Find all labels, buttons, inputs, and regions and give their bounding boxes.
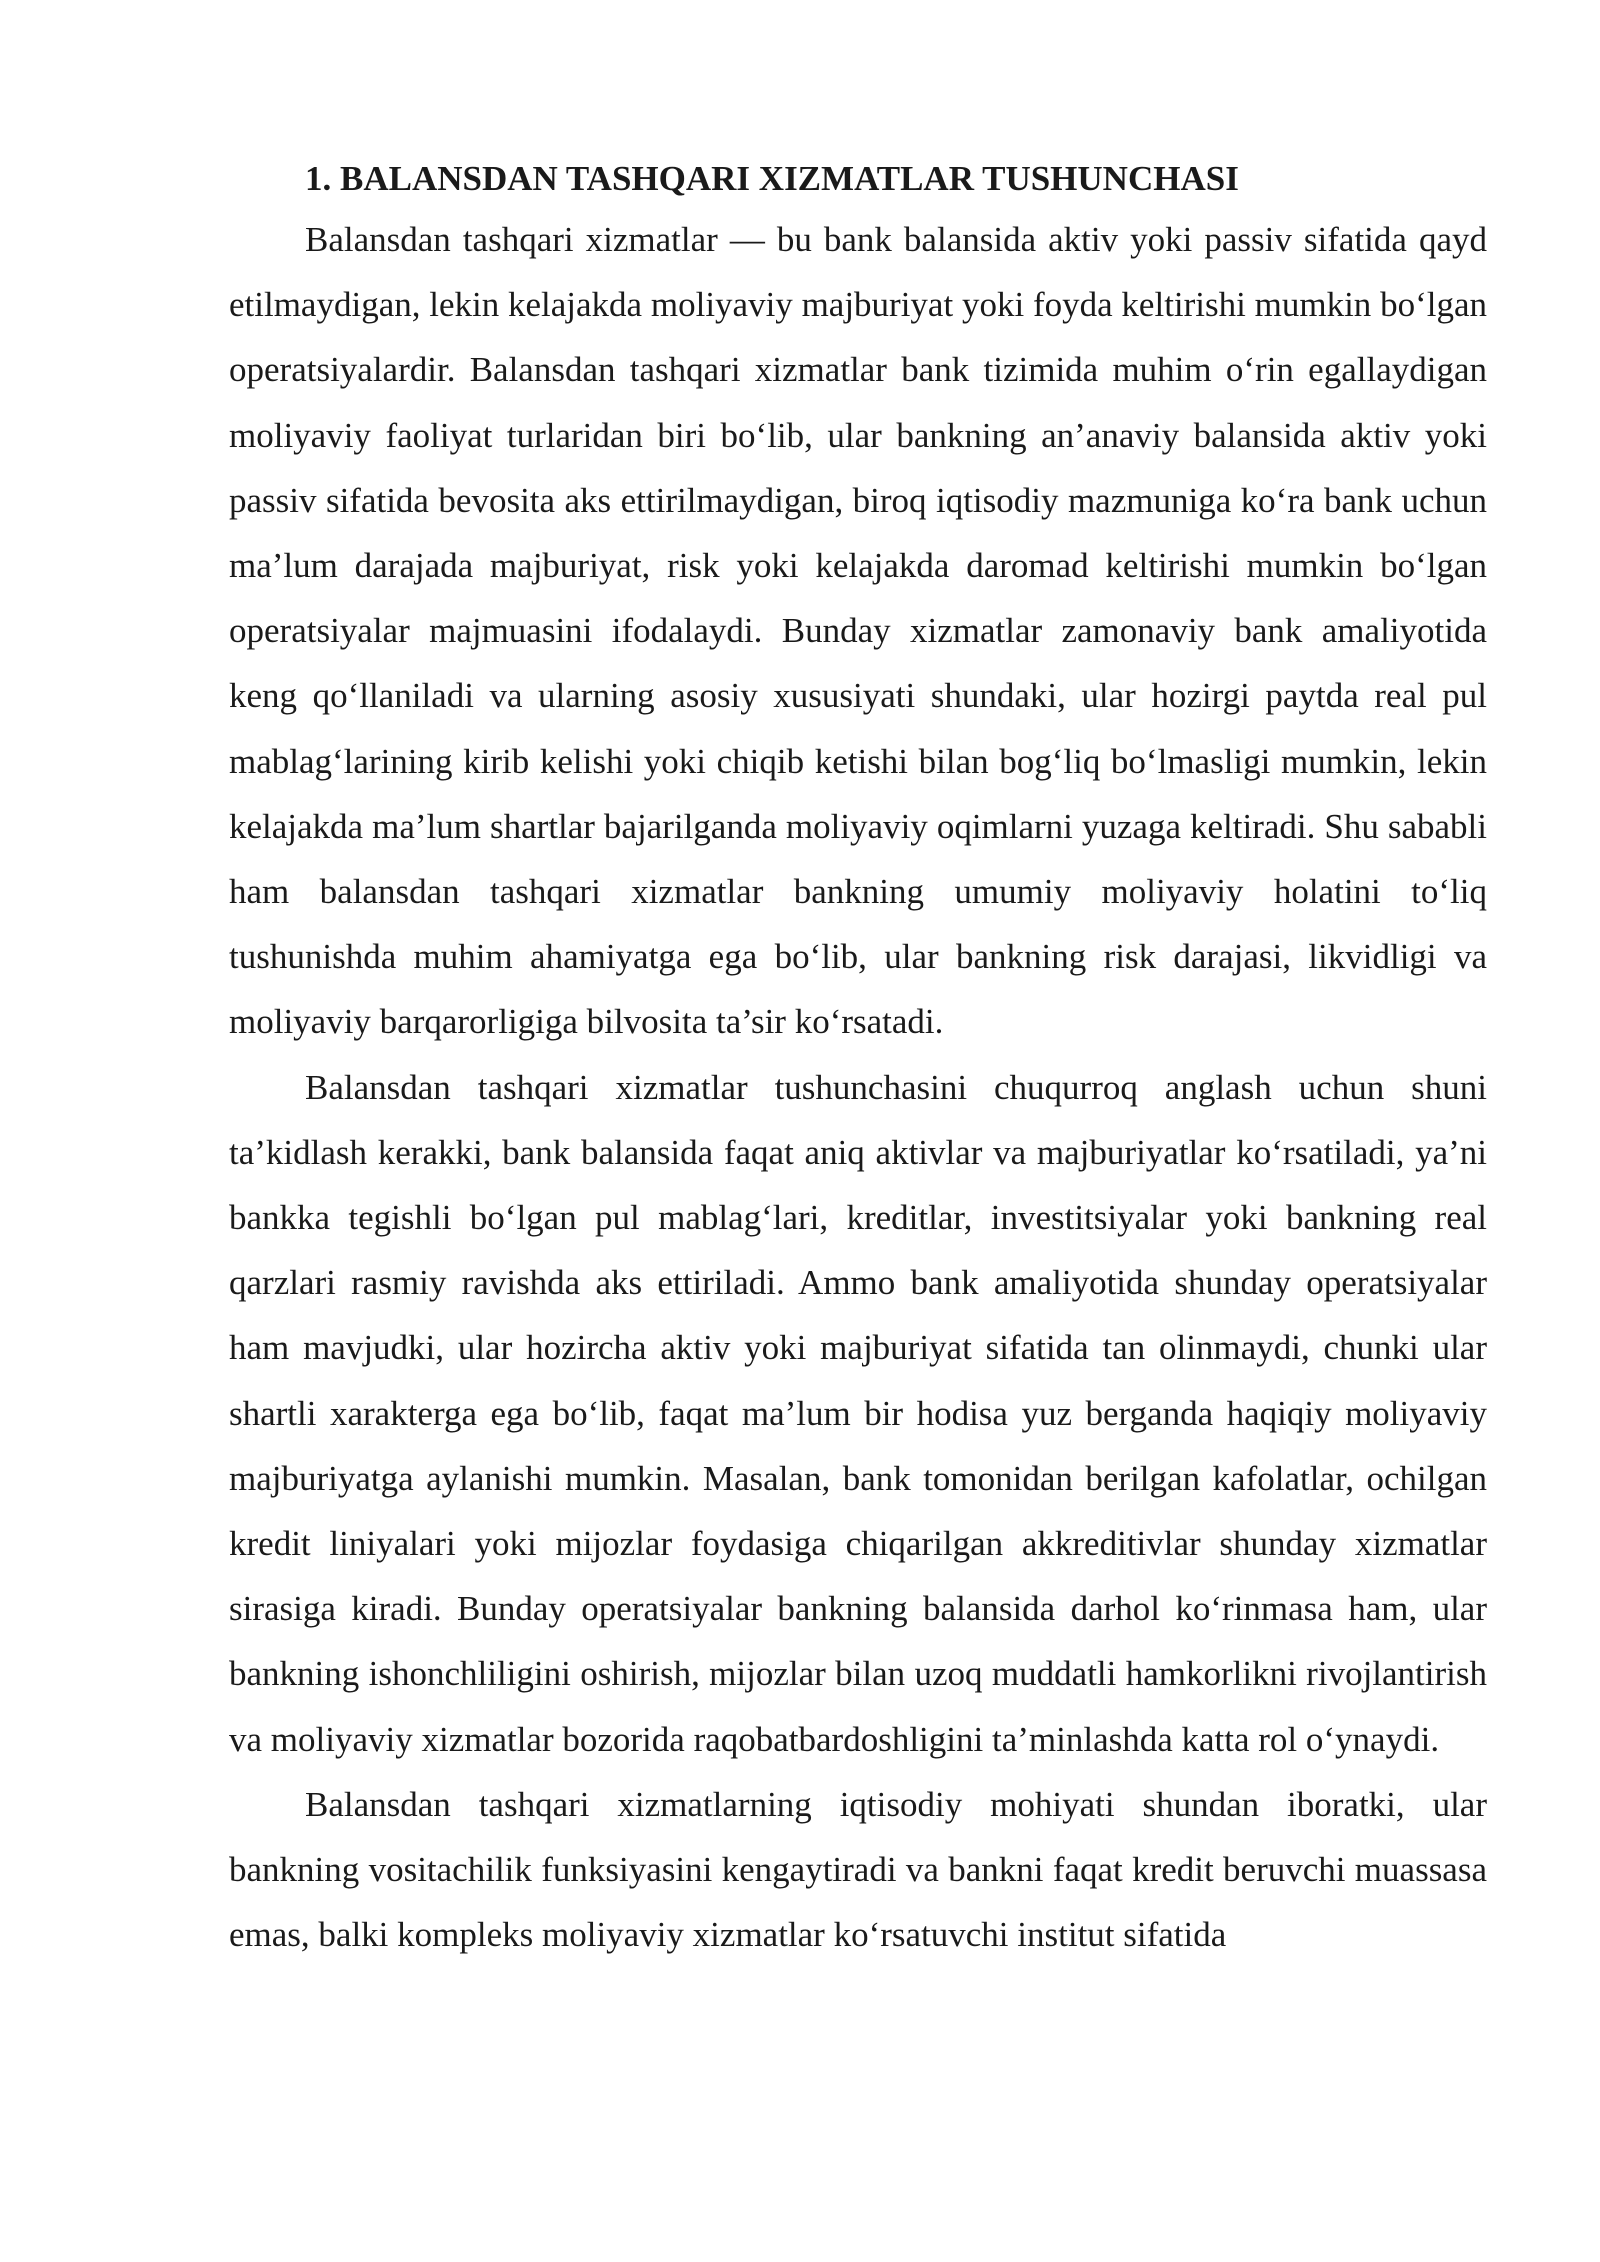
section-heading: 1. BALANSDAN TASHQARI XIZMATLAR TUSHUNCHASI: [305, 159, 1239, 198]
paragraph-3: Balansdan tashqari xizmatlarning iqtisodiy mohiyati shundan iboratki, ular bankning vositachilik funksiyasini kengaytiradi va bankni faqat kredit beruvchi muassasa emas, balki kompleks moliyaviy xizmatlar koʻrsatuvchi institut sifatida: [229, 1784, 1487, 1955]
paragraph-2: Balansdan tashqari xizmatlar tushunchasini chuqurroq anglash uchun shuni ta’kidlash kerakki, bank balansida faqat aniq aktivlar va majburiyatlar koʻrsatiladi, ya’ni bankka tegishli boʻlgan pul mablagʻlari, kreditlar, investitsiyalar yoki bankning real qarzlari rasmiy ravishda aks ettiriladi. Ammo bank amaliyotida shunday operatsiyalar ham mavjudki, ular hozircha aktiv yoki majburiyat sifatida tan olinmaydi, chunki ular shartli xarakterga ega boʻlib, faqat ma’lum bir hodisa yuz berganda haqiqiy moliyaviy majburiyatga aylanishi mumkin. Masalan, bank tomonidan berilgan kafolatlar, ochilgan kredit liniyalari yoki mijozlar foydasiga chiqarilgan akkreditivlar shunday xizmatlar sirasiga kiradi. Bunday operatsiyalar bankning balansida darhol koʻrinmasa ham, ular bankning ishonchliligini oshirish, mijozlar bilan uzoq muddatli hamkorlikni rivojlantirish va moliyaviy xizmatlar bozorida raqobatbardoshligini ta’minlashda katta rol oʻynaydi.: [229, 1067, 1487, 1759]
document-body: [229, 150, 1487, 1967]
paragraph-1: Balansdan tashqari xizmatlar — bu bank balansida aktiv yoki passiv sifatida qayd etilmaydigan, lekin kelajakda moliyaviy majburiyat yoki foyda keltirishi mumkin boʻlgan operatsiyalardir. Balansdan tashqari xizmatlar bank tizimida muhim oʻrin egallaydigan moliyaviy faoliyat turlaridan biri boʻlib, ular bankning an’anaviy balansida aktiv yoki passiv sifatida bevosita aks ettirilmaydigan, biroq iqtisodiy mazmuniga koʻra bank uchun ma’lum darajada majburiyat, risk yoki kelajakda daromad keltirishi mumkin boʻlgan operatsiyalar majmuasini ifodalaydi. Bunday xizmatlar zamonaviy bank amaliyotida keng qoʻllaniladi va ularning asosiy xususiyati shundaki, ular hozirgi paytda real pul mablagʻlarining kirib kelishi yoki chiqib ketishi bilan bogʻliq boʻlmasligi mumkin, lekin kelajakda ma’lum shartlar bajarilganda moliyaviy oqimlarni yuzaga keltiradi. Shu sababli ham balansdan tashqari xizmatlar bankning umumiy moliyaviy holatini toʻliq tushunishda muhim ahamiyatga ega boʻlib, ular bankning risk darajasi, likvidligi va moliyaviy barqarorligiga bilvosita ta’sir koʻrsatadi.: [229, 220, 1487, 1042]
